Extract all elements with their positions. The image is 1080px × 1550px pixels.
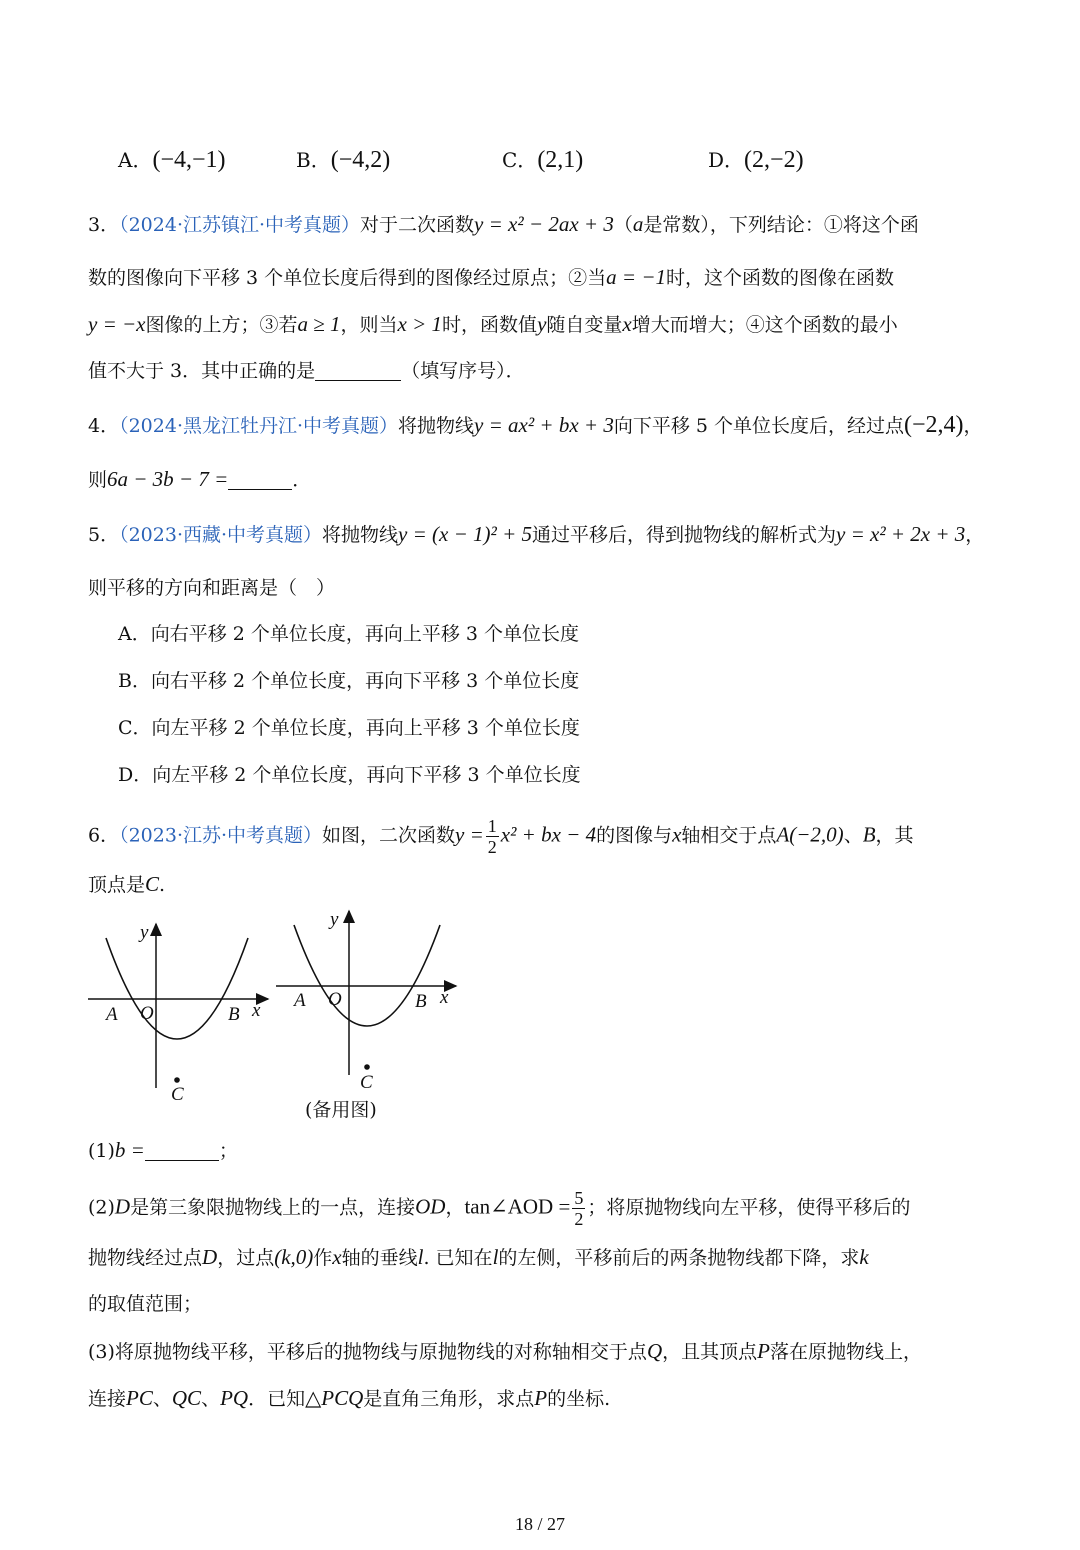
q6-part2-line3: 的取值范围； [88,1293,203,1315]
page-number: 18 / 27 [514,1514,565,1534]
q4-line2: 则6a − 3b − 7 = ． [88,467,312,491]
q6-part3-line1: (3)将原抛物线平移，平移后的抛物线与原抛物线的对称轴相交于点Q，且其顶点P落在原抛物线上， [88,1339,922,1363]
q5-line1: 5．（2023·西藏·中考真题）将抛物线y = (x − 1)² + 5通过平移后，得到抛物线的解析式为y = x² + 2x + 3， [88,522,985,546]
fig1-label-o: O [140,1003,154,1024]
choice-a: A．(−4,−1) [118,147,226,173]
q3-line4: 值不大于 3．其中正确的是 （填写序号）． [88,360,525,382]
fig1-label-b: B [228,1004,240,1025]
q6-line2: 顶点是C. [88,872,166,896]
q3-line2: 数的图像向下平移 3 个单位长度后得到的图像经过原点；②当a = −1时，这个函数的图像在函数 [88,265,895,289]
q5-line2: 则平移的方向和距离是（ ） [88,577,336,599]
fig2-label-x: x [440,987,449,1008]
fig1-label-x: x [252,1000,261,1021]
fig1-label-c: C [171,1084,184,1105]
q6-line1: 6．（2023·江苏·中考真题）如图，二次函数y = $\frac{1}{2}$ x² + bx − 4的图像与x轴相交于点A(−2,0)、B，其 [88,816,914,857]
q5-option-b[interactable]: B．向右平移 2 个单位长度，再向下平移 3 个单位长度 [118,670,580,692]
fig1-label-a: A [106,1004,118,1025]
parabola-figure [80,918,280,1108]
fig2-label-c: C [360,1072,373,1093]
q3-line3: y = −x图像的上方；③若a ≥ 1，则当x > 1时，函数值y随自变量x增大而增大；④这个函数的最小 [88,312,898,336]
choice-d: D．(2,−2) [708,147,804,173]
fig2-label-y: y [330,909,339,930]
q6-part3-line2: 连接PC、QC、PQ．已知△PCQ是直角三角形，求点P的坐标. [88,1386,611,1410]
backup-caption: (备用图) [305,1099,377,1121]
backup-figure [270,905,470,1095]
q6-part1: (1)b = ； [88,1138,238,1162]
fig2-label-a: A [294,990,306,1011]
q6-part2-line1: (2)D是第三象限抛物线上的一点，连接OD，tan∠AOD = $\frac{5}{2}$ ；将原抛物线向左平移，使得平移后的 [88,1188,911,1229]
fig1-label-y: y [140,922,149,943]
q4-line1: 4．（2024·黑龙江牡丹江·中考真题）将抛物线y = ax² + bx + 3向下平移 5 个单位长度后，经过点(−2,4)， [88,412,983,438]
fraction-half: $\frac{1}{2}$ [487,816,497,857]
answer-blank-q6-b[interactable] [145,1140,219,1161]
fig2-label-b: B [415,991,427,1012]
q5-option-c[interactable]: C．向左平移 2 个单位长度，再向上平移 3 个单位长度 [118,717,580,739]
q5-option-d[interactable]: D．向左平移 2 个单位长度，再向下平移 3 个单位长度 [118,764,581,786]
q3-line1: 3．（2024·江苏镇江·中考真题）对于二次函数y = x² − 2ax + 3（a是常数），下列结论：①将这个函 [88,212,919,236]
choice-b: B．(−4,2) [296,147,391,173]
fig2-label-o: O [328,989,342,1010]
answer-blank-q4[interactable] [228,469,292,490]
fraction-five-halves: $\frac{5}{2}$ [574,1188,584,1229]
q5-option-a[interactable]: A．向右平移 2 个单位长度，再向上平移 3 个单位长度 [118,623,580,645]
answer-blank-q3[interactable] [315,360,401,381]
q6-part2-line2: 抛物线经过点D，过点(k,0)作x轴的垂线l. 已知在l的左侧，平移前后的两条抛物线都下降，求k [88,1245,869,1269]
choice-c: C．(2,1) [502,147,584,173]
